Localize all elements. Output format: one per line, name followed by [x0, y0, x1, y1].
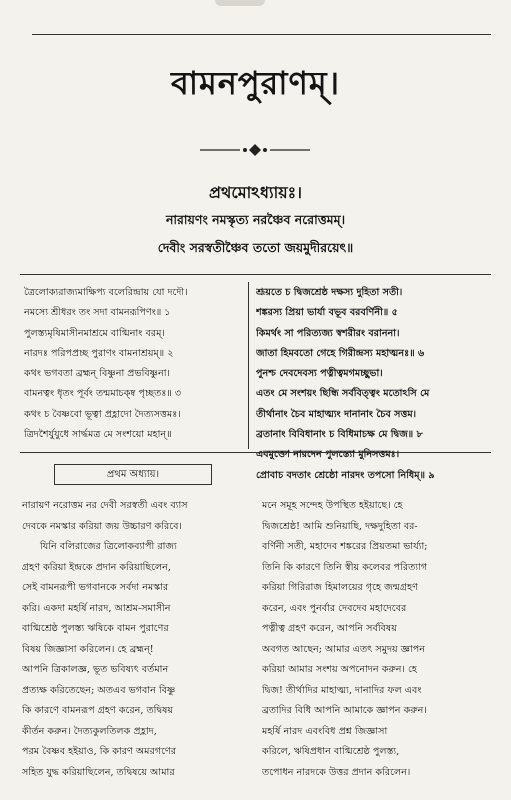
translation-line: করিয়া গিরিরাজ হিমালয়ের গৃহে জন্মগ্রহণ — [262, 582, 418, 593]
translation-line: পত্নীত্ব গ্রহণ করেন, আপনি সর্ববিষয় — [262, 623, 397, 634]
verse-line: পুনশ্চ দেবদেবস্য পত্নীত্বমগমচ্ছুভা। — [256, 368, 383, 380]
verse-line: জাতা হিমবতো গেহে গিরীন্দ্রস্য মহাত্মনঃ॥ ৬ — [256, 347, 425, 359]
translation-line: করেন, এবং পুনর্বার দেবদেব মহাদেবের — [262, 602, 407, 614]
verse-line: তীর্থানাং চৈব মাহাত্ম্যং দানানাং চৈব সত্তম। — [256, 408, 417, 420]
translation-line: গ্রহণ করিয়া ইন্দ্রকে প্রদান করিয়াছিলেন, — [22, 561, 171, 573]
translation-line: নারায়ণ নরোত্তম নর দেবী সরস্বতী এবং ব্যাস — [22, 500, 188, 511]
verse-line: শঙ্করস্য প্রিয়া ভার্যা বভূব বরবর্ণিনী॥ ৫ — [256, 307, 398, 319]
translation-line: সহিত যুদ্ধ করিয়াছিলেন, তদ্বিষয়ে আমার — [22, 766, 175, 778]
sanskrit-verses-right — [256, 283, 504, 486]
verse-line: নমস্যে শ্রীধরং তং সদা বামনরূপিণং॥ ১ — [24, 307, 171, 319]
verse-line: বামনত্বং ধৃতং পূর্বং তন্মমাচক্ষ্ব পৃচ্ছতঃ॥ ৩ — [24, 388, 182, 400]
translation-line: করিলে, ঋষিপ্রধান বাগ্মিশ্রেষ্ঠ পুলস্ত্য, — [262, 746, 400, 757]
translation-line: দ্বিজ! তীর্থাদির মাহাত্ম্য, দানাদির ফল এবং — [262, 684, 422, 696]
invocation-line-1: নারায়ণং নমস্কৃত্য নরঞ্চৈব নরোত্তমম্। — [165, 212, 346, 227]
verse-line: ত্রৈলোক্যরাজ্যমাক্ষিপ্য বলেরিন্দ্রায় যো দদৌ। — [24, 287, 188, 298]
verse-line: এবমুক্তো নারদেন পুলস্ত্যো মুনিসত্তমঃ। — [256, 449, 400, 461]
sanskrit-verses-left — [24, 283, 242, 445]
translation-line: দেবকে নমস্কার করিয়া জয় উচ্চারণ করিবে। — [22, 520, 182, 532]
translation-heading: প্রথম অধ্যায়। — [54, 464, 212, 485]
translation-line: প্রত্যক্ষ করিতেছেন; অতএব ভগবান বিষ্ণু — [22, 684, 176, 696]
translation-line: মনে সমূহ সন্দেহ উপস্থিত হইয়াছে। হে — [262, 500, 403, 511]
column-divider — [248, 282, 249, 449]
translation-line: কি কারণে বামনরূপ গ্রহণ করেন, তদ্বিষয় — [22, 705, 174, 716]
translation-left — [22, 496, 248, 783]
translation-line: ব্রতাদির বিধি আপনি আমাকে জ্ঞাপন করুন। — [262, 705, 427, 716]
translation-line: পরম বৈষ্ণব হইয়াও, কি কারণ অমরগণের — [22, 746, 176, 757]
translation-line: আপনি ত্রিকালজ্ঞ, ভূত ভবিষ্যৎ বর্তমান — [22, 664, 169, 675]
ornament-divider — [200, 143, 310, 157]
page-smudge — [215, 0, 265, 6]
verse-line: পুলস্ত্যমৃষিমাসীনমাশ্রমে বাগ্মিনাং বরম্। — [24, 327, 165, 339]
translation-right — [262, 496, 506, 783]
verse-line: শ্রূয়তে চ দ্বিজশ্রেষ্ঠ দক্ষস্য দুহিতা সতী। — [256, 287, 403, 298]
verse-line: কথং ভগবতা ব্রহ্মন্ বিষ্ণুনা প্রভবিষ্ণুনা। — [24, 368, 170, 380]
translation-line: অবগত আছেন; আমার এতৎ সমুদয় জ্ঞাপন — [262, 643, 425, 655]
verse-line: নারদঃ পরিপপ্রচ্ছ পুরাণং বামনাশ্রয়ম্॥ ২ — [24, 347, 174, 359]
page-title: বামনপুরাণম্। — [170, 64, 341, 102]
translation-line: করি। একদা মহর্ষি নারদ, আশ্রম-সমাসীন — [22, 602, 171, 614]
translation-line: কীর্তন করুন। দৈত্যকুলতিলক প্রহ্লাদ, — [22, 725, 157, 737]
translation-line: করিয়া আমার সংশয় অপনোদন করুন। হে — [262, 664, 417, 675]
translation-line: তপোধন নারদকে উত্তর প্রদান করিলেন। — [262, 766, 411, 778]
verse-line: প্রোবাচ বদতাং শ্রেষ্ঠো নারদং তপসো নিধিম্॥ ৯ — [256, 469, 435, 481]
translation-line: দ্বিজশ্রেষ্ঠ! আমি শুনিয়াছি, দক্ষদুহিতা বর- — [262, 520, 418, 532]
verse-line: কথং চ বৈষ্ণবো ভূত্বা প্রহ্লাদো দৈত্যসত্তমঃ। — [24, 408, 181, 420]
translation-line: যিনি বলিরাজের ত্রিলোকব্যাপী রাজ্য — [40, 541, 177, 552]
translation-line: মহর্ষি নারদ এবংবিধ প্রশ্ন জিজ্ঞাসা — [262, 725, 388, 737]
section-rule — [20, 452, 491, 453]
translation-line: বিষয় জিজ্ঞাসা করিলেন। হে ব্রহ্মন্! — [22, 643, 154, 655]
verse-line: ত্রিদশৈর্যুযুধে সার্দ্ধমত্র মে সংশয়ো মহান্॥ — [24, 429, 172, 441]
translation-line: বর্ণিনী সতী, মহাদেব শঙ্করের প্রিয়তমা ভার্য্যা; — [262, 541, 428, 552]
verse-line: ব্রতানাং বিবিধানাং চ বিধিমাচক্ষ মে দ্বিজ॥ ৮ — [256, 429, 423, 441]
top-rule — [32, 34, 491, 35]
translation-line: সেই বামনরূপী ভগবানকে সর্বদা নমস্কার — [22, 582, 169, 593]
verse-line: এতং মে সংশয়ং ছিন্ধি সর্ববিত্ত্বং মতোঽসি মে — [256, 388, 430, 400]
invocation-line-2: দেবীং সরস্বতীঞ্চৈব ততো জয়মুদীরয়েৎ॥ — [157, 240, 354, 255]
section-rule — [20, 274, 491, 275]
translation-line: বাগ্মিশ্রেষ্ঠ পুলস্ত্য ঋষিকে বামন পুরাণের — [22, 623, 169, 634]
verse-line: কিমর্থং সা পরিত্যজ্য স্বশরীরং বরাননা। — [256, 327, 400, 339]
translation-line: তিনি কি কারণে তিনি স্বীয় কলেবর পরিত্যাগ — [262, 561, 428, 573]
chapter-title: প্রথমোঽধ্যায়ঃ। — [209, 183, 302, 202]
